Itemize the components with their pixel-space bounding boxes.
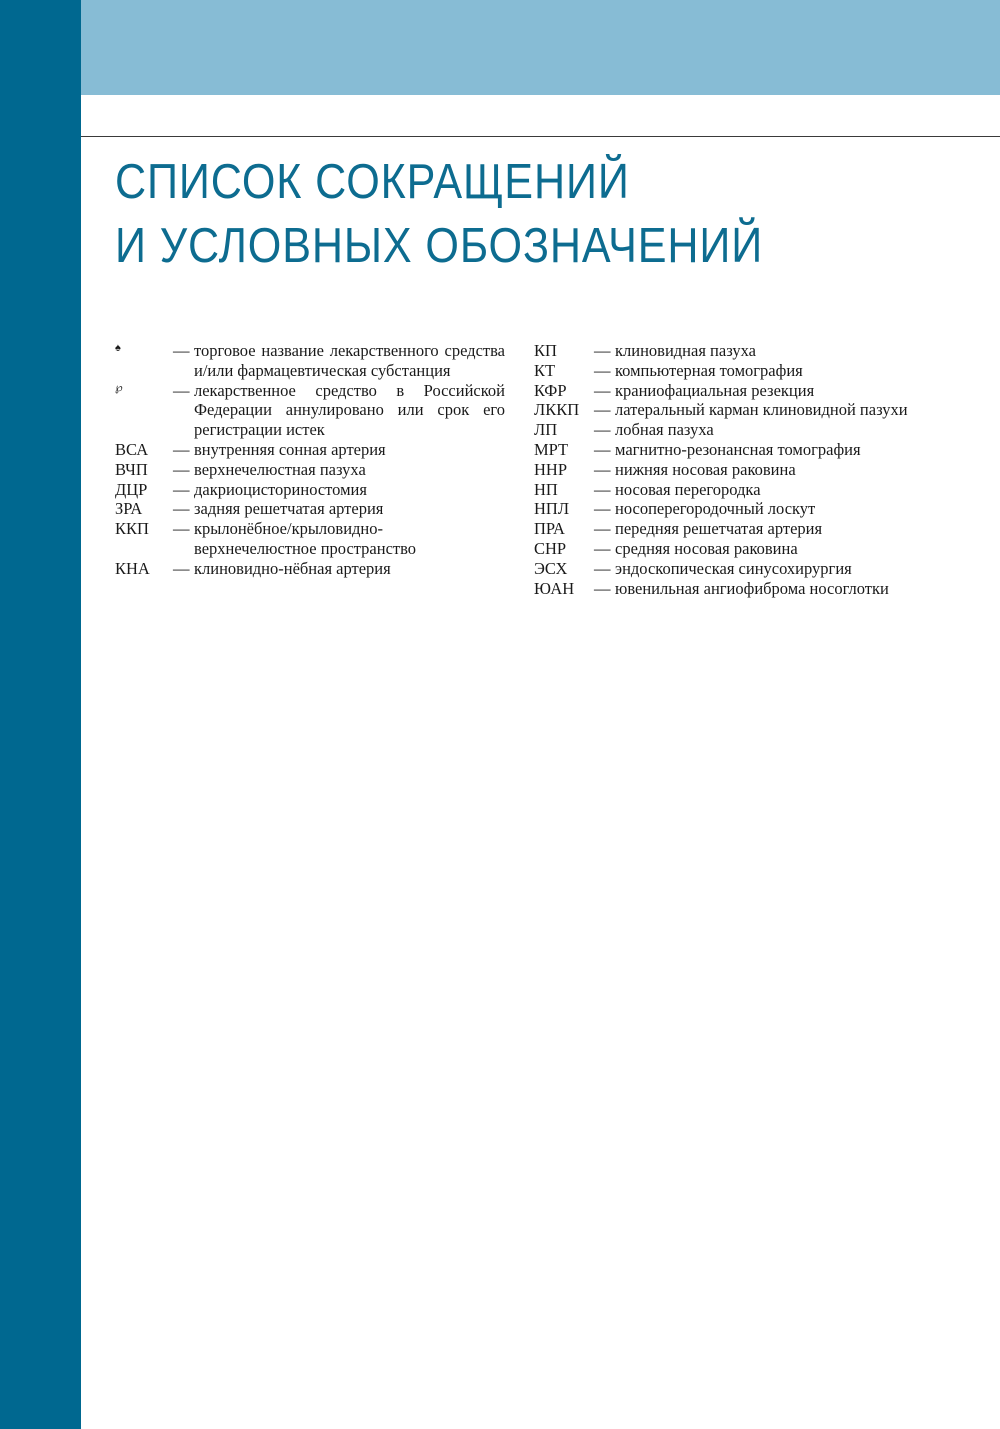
- entry-dash: —: [594, 499, 611, 519]
- entry-definition: дакриоцисториностомия: [194, 479, 367, 499]
- entry-dash: —: [173, 479, 190, 499]
- abbreviation-entry: [115, 519, 505, 559]
- entry-abbreviation: КНА: [115, 558, 150, 578]
- entry-definition: клиновидная пазуха: [615, 341, 756, 360]
- entry-definition: внутренняя сонная артерия: [194, 439, 386, 459]
- entry-abbreviation: ДЦР: [115, 479, 148, 499]
- entry-abbreviation: КП: [534, 341, 557, 360]
- entry-definition: носоперегородочный лоскут: [615, 499, 816, 519]
- entry-dash: —: [594, 578, 611, 598]
- entry-abbreviation: НПЛ: [534, 499, 570, 519]
- entry-abbreviation: ННР: [534, 459, 568, 479]
- abbreviation-entry: [534, 499, 944, 519]
- abbreviation-entry: [115, 499, 505, 519]
- abbreviation-entry: [534, 519, 944, 539]
- spade-icon: ♠: [115, 342, 121, 354]
- abbreviation-entry: [534, 341, 944, 361]
- entry-definition: лобная пазуха: [615, 420, 714, 440]
- page-title: [115, 150, 763, 278]
- entry-dash: —: [594, 439, 611, 459]
- entry-abbreviation: ККП: [115, 519, 149, 539]
- entry-definition: носовая перегородка: [615, 479, 761, 499]
- header-color-band: [81, 0, 1000, 95]
- abbreviation-entry: [534, 579, 944, 599]
- entry-abbreviation: ЭСХ: [534, 558, 568, 578]
- entry-dash: —: [594, 519, 611, 539]
- header-rule: [81, 136, 1000, 137]
- entry-dash: —: [594, 459, 611, 479]
- page-title-line-2: И УСЛОВНЫХ ОБОЗНАЧЕНИЙ: [115, 219, 764, 273]
- entry-definition: нижняя носовая раковина: [615, 459, 796, 479]
- entry-abbreviation: ВЧП: [115, 459, 148, 479]
- abbreviation-entry: [534, 381, 944, 401]
- entry-definition: верхнечелюстная пазуха: [194, 459, 366, 479]
- abbreviation-entry: [115, 341, 505, 381]
- entry-abbreviation: СНР: [534, 538, 567, 558]
- entry-dash: —: [594, 400, 611, 420]
- entry-abbreviation: КФР: [534, 380, 567, 400]
- abbreviation-entry: [534, 440, 944, 460]
- entry-definition: лекарственное средство в Российской Федерации аннулировано или срок его регистрации истек: [194, 380, 505, 440]
- entry-definition: торговое название лекарственного средства и/или фармацевтическая субстанция: [194, 341, 505, 380]
- abbreviation-entry: [534, 460, 944, 480]
- entry-definition: краниофациальная резекция: [615, 380, 815, 400]
- entry-definition: эндоскопическая синусохирургия: [615, 558, 852, 578]
- entry-dash: —: [594, 380, 611, 400]
- entry-dash: —: [173, 558, 190, 578]
- entry-dash: —: [173, 459, 190, 479]
- entry-definition: компьютерная томография: [615, 360, 803, 380]
- entry-dash: —: [173, 519, 190, 539]
- entry-definition: крылонёбное/крыловидно-верхнечелюстное пространство: [194, 519, 417, 558]
- entry-dash: —: [594, 538, 611, 558]
- entry-abbreviation: ЛП: [534, 420, 558, 440]
- entry-definition: задняя решетчатая артерия: [194, 499, 384, 519]
- entry-abbreviation: ЗРА: [115, 499, 143, 519]
- entry-dash: —: [173, 439, 190, 459]
- entry-abbreviation: ЮАН: [534, 578, 575, 598]
- entry-dash: —: [173, 341, 190, 360]
- abbreviation-entry: [115, 381, 505, 440]
- entry-abbreviation: ЛККП: [534, 400, 580, 420]
- entry-abbreviation: КТ: [534, 360, 556, 380]
- abbreviation-entry: [115, 559, 505, 579]
- abbreviation-entry: [115, 480, 505, 500]
- abbreviation-entry: [534, 539, 944, 559]
- abbreviation-entry: [115, 460, 505, 480]
- entry-abbreviation: ВСА: [115, 439, 149, 459]
- entry-abbreviation: МРТ: [534, 439, 569, 459]
- entry-dash: —: [594, 420, 611, 440]
- entry-definition: передняя решетчатая артерия: [615, 519, 823, 539]
- abbreviation-entry: [534, 559, 944, 579]
- entry-abbreviation: ПРА: [534, 519, 565, 539]
- entry-dash: —: [173, 499, 190, 519]
- abbreviation-entry: [534, 480, 944, 500]
- abbreviations-column-right: [534, 341, 944, 598]
- entry-abbreviation: НП: [534, 479, 558, 499]
- entry-dash: —: [173, 380, 190, 400]
- entry-dash: —: [594, 360, 611, 380]
- side-color-bar: [0, 0, 81, 1429]
- entry-dash: —: [594, 341, 611, 360]
- abbreviations-column-left: [115, 341, 505, 579]
- entry-dash: —: [594, 479, 611, 499]
- entry-definition: клиновидно-нёбная артерия: [194, 558, 391, 578]
- abbreviation-entry: [534, 420, 944, 440]
- abbreviation-entry: [534, 361, 944, 381]
- abbreviation-entry: [534, 400, 944, 420]
- entry-dash: —: [594, 558, 611, 578]
- prescription-annulled-icon: ℘: [115, 381, 123, 394]
- entry-definition: ювенильная ангиофиброма носоглотки: [615, 578, 889, 598]
- entry-definition: магнитно-резонансная томография: [615, 439, 861, 459]
- page-title-line-1: СПИСОК СОКРАЩЕНИЙ: [115, 155, 630, 209]
- abbreviation-entry: [115, 440, 505, 460]
- entry-definition: средняя носовая раковина: [615, 538, 798, 558]
- entry-definition: латеральный карман клиновидной пазухи: [615, 400, 908, 420]
